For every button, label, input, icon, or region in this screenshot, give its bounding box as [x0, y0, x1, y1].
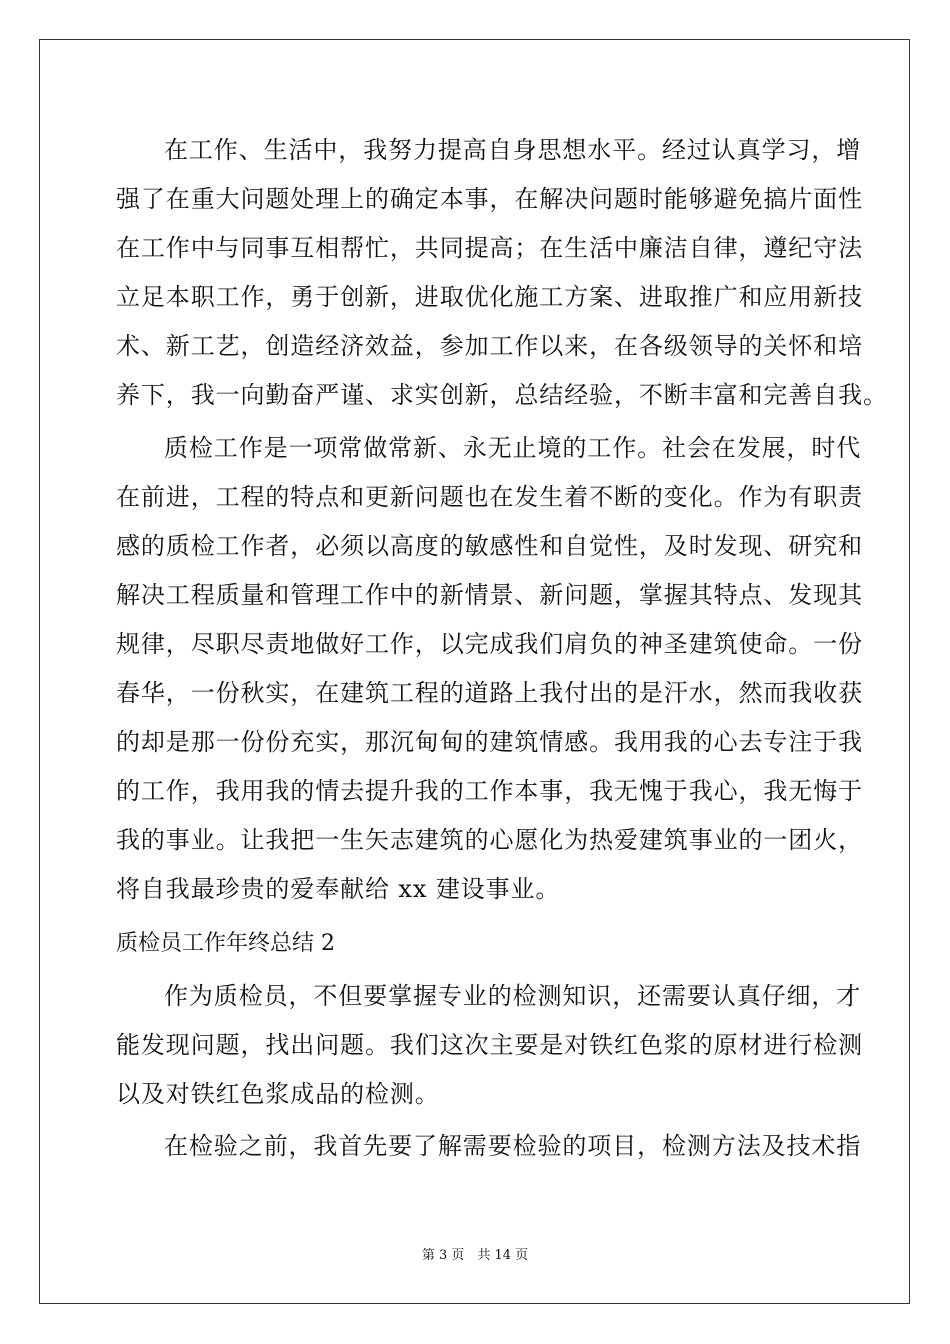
paragraph-2-line: 春华，一份秋实，在建筑工程的道路上我付出的是汗水，然而我收获: [116, 679, 863, 707]
paragraph-3-line: 能发现问题，找出问题。我们这次主要是对铁红色浆的原材进行检测: [116, 1031, 863, 1059]
paragraph-2-line: 我的事业。让我把一生矢志建筑的心愿化为热爱建筑事业的一团火，: [116, 826, 863, 854]
paragraph-2-line: 在前进，工程的特点和更新问题也在发生着不断的变化。作为有职责: [116, 483, 863, 511]
page-number: 第 3 页 共 14 页: [421, 1248, 529, 1263]
page-border: [39, 39, 910, 1304]
paragraph-2-line: 感的质检工作者，必须以高度的敏感性和自觉性，及时发现、研究和: [116, 532, 863, 560]
paragraph-2-line: 质检工作是一项常做常新、永无止境的工作。社会在发展，时代: [164, 434, 862, 462]
paragraph-2-line: 的却是那一份份充实，那沉甸甸的建筑情感。我用我的心去专注于我: [116, 728, 863, 756]
paragraph-2-line: 解决工程质量和管理工作中的新情景、新问题，掌握其特点、发现其: [116, 581, 863, 609]
paragraph-1-line: 强了在重大问题处理上的确定本事，在解决问题时能够避免搞片面性: [116, 185, 863, 213]
paragraph-1-line: 养下，我一向勤奋严谨、求实创新，总结经验，不断丰富和完善自我。: [116, 381, 888, 409]
paragraph-1-line: 在工作、生活中，我努力提高自身思想水平。经过认真学习，增: [164, 136, 862, 164]
paragraph-2-line: 规律，尽职尽责地做好工作，以完成我们肩负的神圣建筑使命。一份: [116, 630, 863, 658]
paragraph-1-line: 在工作中与同事互相帮忙，共同提高；在生活中廉洁自律，遵纪守法: [116, 234, 863, 262]
paragraph-2-line: 的工作，我用我的情去提升我的工作本事，我无愧于我心，我无悔于: [116, 777, 863, 805]
paragraph-3-line: 作为质检员，不但要掌握专业的检测知识，还需要认真仔细，才: [164, 982, 862, 1010]
paragraph-3-line: 以及对铁红色浆成品的检测。: [116, 1080, 440, 1108]
paragraph-1-line: 术、新工艺，创造经济效益，参加工作以来，在各级领导的关怀和培: [116, 332, 863, 360]
paragraph-4-line: 在检验之前，我首先要了解需要检验的项目，检测方法及技术指: [164, 1132, 862, 1160]
section-heading: 质检员工作年终总结 2: [116, 931, 335, 956]
paragraph-1-line: 立足本职工作，勇于创新，进取优化施工方案、进取推广和应用新技: [116, 283, 863, 311]
paragraph-2-line: 将自我最珍贵的爱奉献给 xx 建设事业。: [116, 875, 561, 903]
